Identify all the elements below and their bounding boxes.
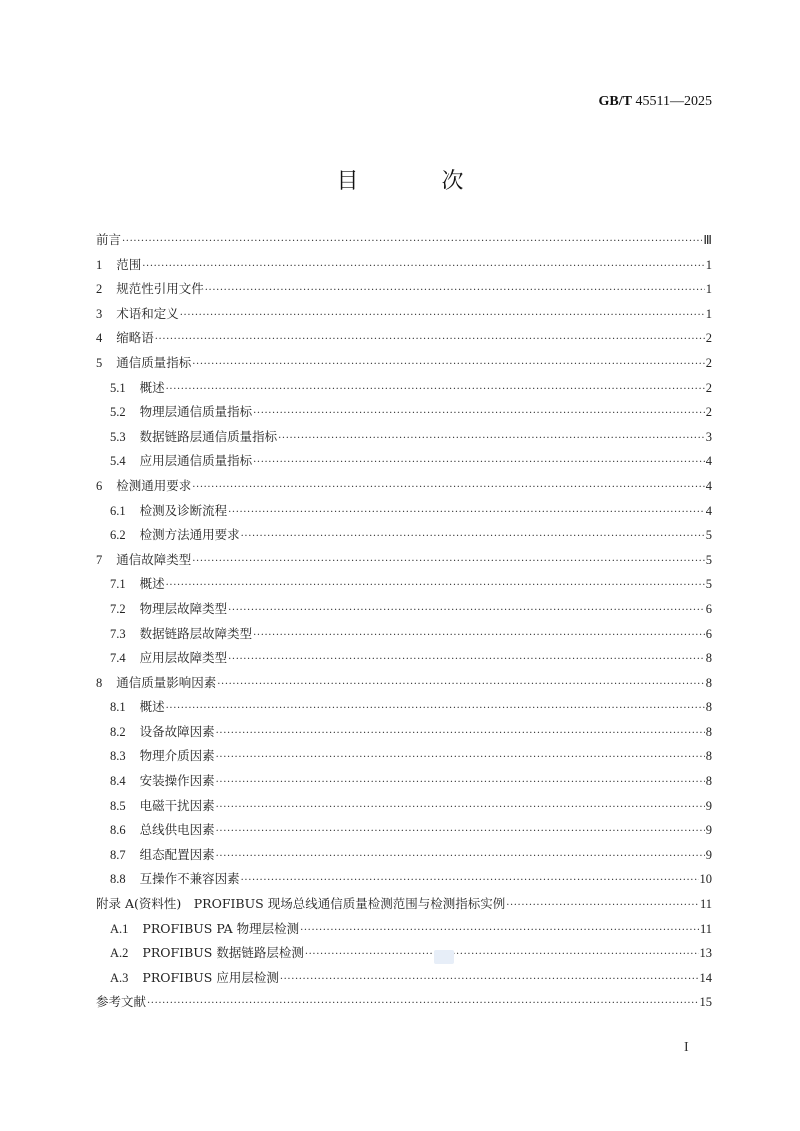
toc-entry-number: 7.2 (110, 601, 126, 616)
toc-entry-title: 规范性引用文件 (116, 281, 204, 297)
toc-entry[interactable] (96, 917, 712, 942)
toc-entry-title: 概述 (139, 699, 165, 715)
toc-entry[interactable] (96, 646, 712, 671)
toc-entry-number: 5.3 (110, 429, 126, 444)
toc-entry-title: 应用层通信质量指标 (139, 453, 253, 469)
toc-entry[interactable] (96, 449, 712, 474)
toc-entry[interactable] (96, 966, 712, 991)
toc-entry[interactable] (96, 818, 712, 843)
toc-entry-title: 通信故障类型 (116, 551, 192, 567)
toc-entry-number: A.3 (110, 970, 129, 985)
toc-entry[interactable] (96, 228, 712, 253)
toc-entry-number: A.2 (110, 946, 129, 961)
toc-entry-number: 7.3 (110, 626, 126, 641)
toc-entry-title: PROFIBUS 数据链路层检测 (142, 945, 304, 961)
toc-entry-title: 物理层通信质量指标 (139, 404, 253, 420)
toc-entry[interactable] (96, 892, 712, 917)
toc-entry[interactable] (96, 499, 712, 524)
toc-entry[interactable] (96, 400, 712, 425)
toc-entry[interactable] (96, 351, 712, 376)
standard-code: 45511—2025 (632, 94, 712, 109)
toc-entry-number: 7 (96, 552, 103, 567)
toc-entry[interactable] (96, 720, 712, 745)
toc-entry-number: 8.1 (110, 700, 126, 715)
toc-entry-page: 4 (705, 478, 712, 493)
toc-leader-dots (216, 746, 705, 771)
toc-leader-dots (180, 304, 705, 329)
toc-leader-dots (253, 402, 705, 427)
toc-entry-number: 6 (96, 478, 103, 493)
toc-leader-dots (300, 919, 699, 944)
standard-prefix: GB/T (598, 94, 633, 109)
toc-entry-title: 通信质量指标 (116, 354, 192, 370)
toc-entry-number: 5.1 (110, 380, 126, 395)
toc-entry-title: 物理介质因素 (139, 748, 215, 764)
standard-number (599, 94, 712, 110)
toc-entry-number: 5 (96, 355, 103, 370)
toc-entry[interactable] (96, 622, 712, 647)
toc-entry[interactable] (96, 572, 712, 597)
toc-leader-dots (278, 427, 705, 452)
toc-leader-dots (228, 501, 705, 526)
toc-entry-page: 6 (705, 601, 712, 616)
toc-entry-page: 2 (705, 405, 712, 420)
toc-entry-title: 概述 (139, 379, 165, 395)
toc-entry-title: 总线供电因素 (139, 822, 215, 838)
toc-entry-title: 电磁干扰因素 (139, 797, 215, 813)
toc-entry[interactable] (96, 425, 712, 450)
toc-entry-page: Ⅲ (703, 233, 712, 247)
toc-entry-number: 3 (96, 306, 103, 321)
toc-entry[interactable] (96, 843, 712, 868)
toc-entry-title: 检测及诊断流程 (139, 502, 228, 518)
toc-entry-title: 检测方法通用要求 (139, 527, 240, 543)
toc-leader-dots (192, 476, 704, 501)
toc-entry-number: 5.2 (110, 405, 126, 420)
toc-entry-page: 3 (705, 429, 712, 444)
toc-leader-dots (506, 894, 699, 919)
toc-entry-title: 物理层故障类型 (139, 600, 228, 616)
toc-entry-title: 附录 A(资料性) PROFIBUS 现场总线通信质量检测范围与检测指标实例 (96, 896, 506, 912)
toc-entry-number: 8.2 (110, 724, 126, 739)
toc-leader-dots (205, 279, 705, 304)
toc-leader-dots (147, 992, 698, 1017)
toc-entry-page: 4 (705, 454, 712, 469)
toc-entry-title: 检测通用要求 (116, 477, 192, 493)
toc-entry[interactable] (96, 523, 712, 548)
toc-entry-number: 6.1 (110, 503, 126, 518)
toc-leader-dots (253, 451, 705, 476)
toc-entry[interactable] (96, 769, 712, 794)
toc-leader-dots (192, 550, 704, 575)
toc-leader-dots (216, 845, 705, 870)
toc-entry-page: 8 (705, 700, 712, 715)
toc-entry-page: 2 (705, 355, 712, 370)
toc-entry-title: 参考文献 (96, 994, 147, 1010)
toc-entry-page: 11 (699, 897, 712, 912)
toc-entry-page: 2 (705, 380, 712, 395)
toc-entry-page: 8 (705, 749, 712, 764)
toc-entry-title: 数据链路层通信质量指标 (139, 428, 278, 444)
toc-entry[interactable] (96, 302, 712, 327)
toc-leader-dots (305, 943, 699, 968)
toc-leader-dots (253, 624, 705, 649)
toc-entry-title: 安装操作因素 (139, 773, 215, 789)
toc-entry[interactable] (96, 277, 712, 302)
toc-entry-page: 1 (705, 282, 712, 297)
toc-entry-title: 缩略语 (116, 330, 154, 346)
toc-entry-number: 8.3 (110, 749, 126, 764)
toc-entry-page: 5 (705, 577, 712, 592)
toc-entry-page: 10 (699, 872, 712, 887)
toc-entry-title: 互操作不兼容因素 (139, 871, 240, 887)
toc-leader-dots (192, 353, 704, 378)
toc-entry-title: 通信质量影响因素 (116, 674, 217, 690)
toc-entry-number: 1 (96, 257, 103, 272)
toc-entry[interactable] (96, 253, 712, 278)
toc-entry-number: 4 (96, 331, 103, 346)
toc-entry[interactable] (96, 867, 712, 892)
toc-entry-title: 数据链路层故障类型 (139, 625, 253, 641)
toc-entry-title: 术语和定义 (116, 305, 179, 321)
toc-entry-title: 设备故障因素 (139, 723, 215, 739)
toc-entry[interactable] (96, 671, 712, 696)
toc-entry[interactable] (96, 474, 712, 499)
toc-entry-number: 8.7 (110, 847, 126, 862)
toc-entry-number: A.1 (110, 921, 129, 936)
toc-leader-dots (241, 525, 705, 550)
toc-entry[interactable] (96, 376, 712, 401)
toc-entry[interactable] (96, 794, 712, 819)
toc-entry-page: 8 (705, 651, 712, 666)
toc-leader-dots (280, 968, 699, 993)
toc-entry-title: 范围 (116, 256, 142, 272)
toc-entry-number: 5.4 (110, 454, 126, 469)
toc-entry-title: 应用层故障类型 (139, 650, 228, 666)
toc-entry[interactable] (96, 695, 712, 720)
toc-leader-dots (166, 378, 705, 403)
toc-entry[interactable] (96, 597, 712, 622)
toc-entry[interactable] (96, 941, 712, 966)
toc-entry-number: 2 (96, 282, 103, 297)
toc-entry[interactable] (96, 326, 712, 351)
toc-entry-page: 8 (705, 675, 712, 690)
toc-leader-dots (216, 722, 705, 747)
toc-entry-number: 6.2 (110, 528, 126, 543)
toc-entry[interactable] (96, 744, 712, 769)
toc-leader-dots (241, 869, 699, 894)
toc-entry-page: 2 (705, 331, 712, 346)
toc-entry-number: 8.6 (110, 823, 126, 838)
toc-leader-dots (216, 796, 705, 821)
toc-entry-page: 11 (699, 921, 712, 936)
toc-leader-dots (216, 771, 705, 796)
toc-leader-dots (228, 599, 705, 624)
toc-leader-dots (166, 574, 705, 599)
toc-leader-dots (216, 820, 705, 845)
toc-entry-page: 4 (705, 503, 712, 518)
toc-entry-title: PROFIBUS 应用层检测 (142, 969, 279, 985)
toc-entry-title: 前言 (96, 232, 122, 247)
toc-entry-number: 8.4 (110, 774, 126, 789)
toc-entry-page: 8 (705, 724, 712, 739)
toc-entry-title: PROFIBUS PA 物理层检测 (142, 920, 300, 936)
toc-entry-page: 9 (705, 847, 712, 862)
toc-entry[interactable] (96, 990, 712, 1015)
toc-entry-number: 8.8 (110, 872, 126, 887)
toc-entry-page: 6 (705, 626, 712, 641)
toc-entry-title: 概述 (139, 576, 165, 592)
selection-highlight (434, 950, 454, 964)
toc-entry-number: 7.1 (110, 577, 126, 592)
toc-entry-page: 1 (705, 306, 712, 321)
toc-entry-page: 1 (705, 257, 712, 272)
table-of-contents (96, 228, 712, 1015)
toc-entry-page: 5 (705, 552, 712, 567)
toc-entry-page: 5 (705, 528, 712, 543)
toc-leader-dots (228, 648, 705, 673)
toc-leader-dots (142, 255, 704, 280)
toc-leader-dots (155, 328, 705, 353)
toc-entry-page: 15 (699, 995, 712, 1010)
toc-entry-number: 7.4 (110, 651, 126, 666)
toc-title: 目 次 (336, 169, 502, 194)
toc-entry-page: 9 (705, 823, 712, 838)
toc-entry-number: 8 (96, 675, 103, 690)
toc-leader-dots (217, 673, 704, 698)
toc-entry-page: 14 (699, 970, 712, 985)
toc-entry[interactable] (96, 548, 712, 573)
toc-entry-page: 9 (705, 798, 712, 813)
toc-entry-page: 8 (705, 774, 712, 789)
page-number: I (684, 1040, 689, 1055)
toc-entry-page: 13 (699, 946, 712, 961)
toc-entry-title: 组态配置因素 (139, 846, 215, 862)
toc-leader-dots (166, 697, 705, 722)
toc-leader-dots (122, 230, 702, 255)
toc-entry-number: 8.5 (110, 798, 126, 813)
